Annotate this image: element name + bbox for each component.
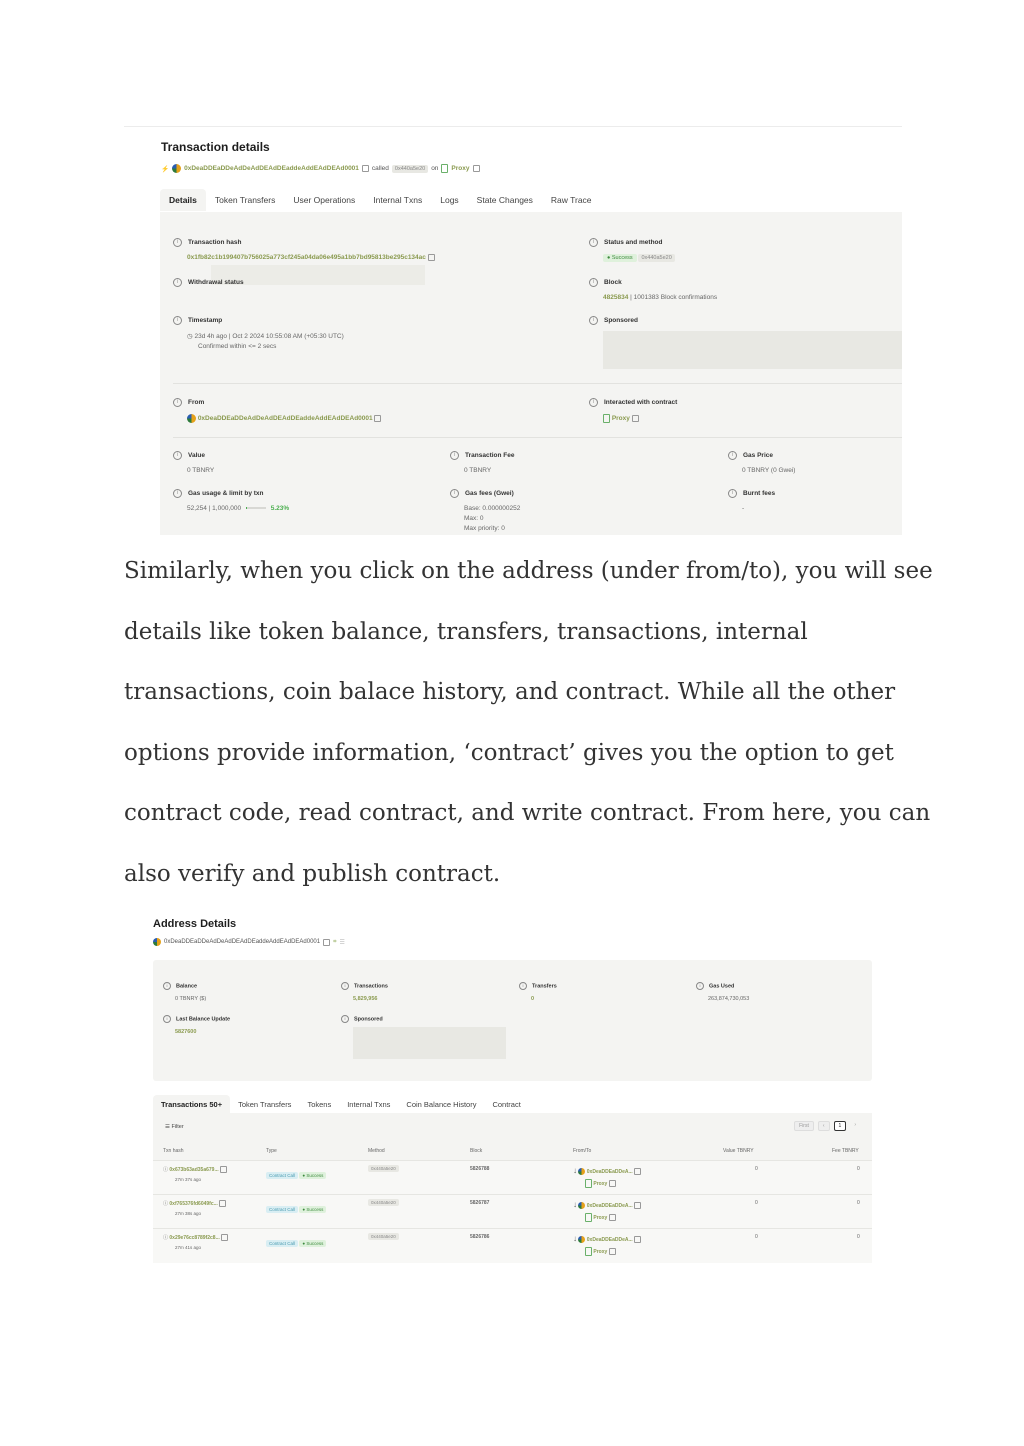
block-label: i Block [589,278,717,287]
method-pill: 0x440a5e20 [368,1165,399,1172]
address-sponsored-box [353,1027,506,1059]
tab-raw-trace[interactable]: Raw Trace [550,195,592,205]
tab-details[interactable]: Details [160,189,206,211]
type-badge: Contract Call [266,1172,298,1179]
column-header: Block [470,1148,483,1154]
timestamp-field [173,316,344,350]
gasusage-field [173,489,289,512]
on-text: on [431,165,439,172]
qr-icon[interactable]: ⌗ [333,938,337,945]
tab-transactions[interactable]: Transactions 50+ [153,1095,230,1114]
fee-value: 0 TBNRY [464,467,492,474]
transactions-value[interactable]: 5,829,956 [353,996,378,1002]
status-text: Success [306,1241,324,1246]
tab-tokens[interactable]: Tokens [307,1100,332,1109]
first-page-button[interactable]: First [794,1121,814,1131]
gasprice-label: i Gas Price [728,451,795,460]
gasprice-field [728,451,795,474]
gasusage-pct: 5.23% [270,505,290,512]
value-cell: 0 [755,1166,758,1172]
status-text: Success [611,255,633,261]
contract-icon [603,414,610,423]
sponsored-box [603,331,902,369]
block-link[interactable]: 5826787 [470,1200,490,1206]
column-header: Value TBNRY [723,1148,754,1154]
fee-field [450,451,515,474]
pagination [794,1121,860,1131]
column-header: Fee TBNRY [832,1148,859,1154]
gasusage-value: 52,254 | 1,000,000 [187,505,242,512]
details-panel [160,212,902,535]
tab-internal-txns[interactable]: Internal Txns [347,1100,391,1109]
to-link[interactable]: Proxy [593,1248,608,1255]
contract-icon [585,1213,592,1222]
burnt-value: - [742,505,745,512]
current-page: 1 [834,1121,847,1131]
column-header: Type [266,1148,277,1154]
status-text: Success [306,1173,324,1178]
address-summary [153,938,345,946]
status-badge: ● Success [299,1172,326,1179]
to-link[interactable]: Proxy [593,1214,608,1221]
table-row[interactable] [153,1160,872,1195]
type-badge: Contract Call [266,1240,298,1247]
address-sponsored-field [341,1015,383,1023]
arrow-down-icon: ↓ [573,1166,577,1175]
fee-cell: 0 [857,1166,860,1172]
from-label: i From [173,398,381,407]
block-link[interactable]: 5826788 [470,1166,490,1172]
status-text: Success [306,1207,324,1212]
address-avatar-icon [578,1236,585,1243]
arrow-down-icon: ↓ [573,1234,577,1243]
copy-icon[interactable] [473,165,480,172]
value-field [173,451,214,474]
column-header: From/To [573,1148,592,1154]
gasfees-field [450,489,520,532]
block-field [589,278,717,301]
transactions-field [341,982,388,1002]
table-row[interactable] [153,1194,872,1229]
status-label: i Status and method [589,238,675,247]
tab-state-changes[interactable]: State Changes [476,195,533,205]
filter-label: Filter [171,1124,184,1130]
clock-icon: ◷ [187,333,193,340]
lastbalance-value[interactable]: 5827600 [175,1029,197,1035]
address-sponsored-label: i Sponsored [341,1015,383,1023]
gasfees-max: Max: 0 [464,515,484,522]
filter-button[interactable] [165,1124,184,1130]
copy-icon[interactable] [428,254,435,261]
column-header: Method [368,1148,385,1154]
copy-icon[interactable] [221,1234,228,1241]
called-text: called [371,165,389,172]
fee-cell: 0 [857,1234,860,1240]
transfers-label: i Transfers [519,982,557,990]
to-link[interactable]: Proxy [593,1180,608,1187]
copy-icon[interactable] [632,415,639,422]
gasusage-label: i Gas usage & limit by txn [173,489,289,498]
gasprice-value: 0 TBNRY (0 Gwei) [742,467,796,474]
body-paragraph [124,541,933,905]
paragraph-line: contract code, read contract, and write contract. From here, you can [124,800,931,827]
txn-hash-link[interactable]: 0xf765376fd6049fc... [169,1201,218,1207]
arrow-down-icon: ↓ [573,1200,577,1209]
from-link[interactable]: 0xDeaDDEaDDeA... [586,1237,633,1243]
proxy-link[interactable]: Proxy [451,165,470,172]
burnt-field [728,489,775,512]
info-icon: ⓘ [163,1167,169,1173]
value-value: 0 TBNRY [187,467,215,474]
from-field [173,398,381,423]
address-avatar-icon [578,1168,585,1175]
txn-hash-link[interactable]: 0x29e76cc8789f2c8... [169,1235,220,1241]
gasused-field [696,982,749,1002]
gasused-value: 263,874,730,053 [708,996,750,1002]
status-field [589,238,675,261]
address-value: 0xDeaDDEaDDeAdDeAdDEAdDEaddeAddEAdDEAd0001 [164,939,321,945]
address-details-screenshot [153,914,872,1264]
tab-token-transfers[interactable]: Token Transfers [238,1100,292,1109]
copy-icon[interactable] [634,1236,641,1243]
from-link[interactable]: 0xDeaDDEaDDeA... [586,1203,633,1209]
address-avatar-icon [187,414,196,423]
tab-internal-txns[interactable]: Internal Txns [373,195,423,205]
gasfees-base: Base: 0.000000252 [464,505,521,512]
address-title: Address Details [153,918,237,930]
filter-icon: ☰ [165,1124,170,1130]
withdrawal-label: i Withdrawal status [173,278,244,287]
method-pill: 0x440a5e20 [368,1199,399,1206]
copy-icon[interactable] [609,1214,616,1221]
hash-label: i Transaction hash [173,238,435,247]
gasfees-maxprio: Max priority: 0 [464,525,505,532]
balance-value: 0 TBNRY ($) [175,996,207,1002]
gasused-label: i Gas Used [696,982,749,990]
address-stats-panel [153,960,872,1081]
from-address-link[interactable]: 0xDeaDDEaDDeAdDeAdDEAdDEaddeAddEAdDEAd0001 [184,165,359,172]
tab-coin-balance-history[interactable]: Coin Balance History [406,1100,477,1109]
contract-icon [585,1247,592,1256]
address-avatar-icon [578,1202,585,1209]
status-badge: ● Success [299,1240,326,1247]
contract-icon [585,1179,592,1188]
tab-user-operations[interactable]: User Operations [293,195,356,205]
address-avatar-icon [153,938,161,946]
status-method-pill: 0x440a5e20 [638,254,674,262]
gasusage-bar-fill [246,507,247,509]
burnt-label: i Burnt fees [728,489,775,498]
tab-contract[interactable]: Contract [492,1100,521,1109]
copy-icon[interactable] [219,1200,226,1207]
status-badge: ● Success [299,1206,326,1213]
value-cell: 0 [755,1234,758,1240]
address-tabs [153,1095,529,1114]
copy-icon[interactable] [634,1202,641,1209]
block-confirmations: | 1001383 Block confirmations [630,294,718,301]
contract-icon [441,164,448,173]
interacted-field [589,398,677,423]
transaction-tabs [160,189,601,211]
copy-icon[interactable] [634,1168,641,1175]
info-icon: ⓘ [163,1201,169,1207]
transactions-panel [153,1113,872,1262]
lastbalance-label: i Last Balance Update [163,1015,230,1023]
timestamp-value: 23d 4h ago | Oct 2 2024 10:55:08 AM (+05:30 UTC) [194,333,344,340]
withdrawal-field [173,278,244,287]
address-avatar-icon [172,164,181,173]
timestamp-label: i Timestamp [173,316,344,325]
block-link[interactable]: 4825834 [603,294,629,301]
value-cell: 0 [755,1200,758,1206]
copy-icon[interactable] [362,165,369,172]
column-header: Txn hash [163,1148,184,1154]
page-title: Transaction details [161,140,270,154]
paragraph-line: options provide information, ‘contract’ gives you the option to get [124,739,894,766]
balance-label: i Balance [163,982,206,990]
tab-token-transfers[interactable]: Token Transfers [214,195,276,205]
paragraph-line: details like token balance, transfers, transactions, internal [124,618,808,645]
txn-hash-link[interactable]: 0x673b63ad35a679... [169,1167,219,1173]
interacted-label: i Interacted with contract [589,398,677,407]
value-label: i Value [173,451,214,460]
sponsored-label: i Sponsored [589,316,638,325]
transfers-field [519,982,557,1002]
hash-field [173,238,435,261]
transaction-summary [161,164,480,173]
section-divider [173,383,902,384]
from-value[interactable]: 0xDeaDDEaDDeAdDeAdDEAdDEaddeAddEAdDEAd0001 [197,415,373,423]
prev-page-button[interactable]: ‹ [818,1121,830,1131]
timestamp-confirmed: Confirmed within <= 2 secs [198,343,277,350]
interacted-value[interactable]: Proxy [611,415,630,423]
method-pill: 0x440a5e20 [368,1233,399,1240]
transactions-label: i Transactions [341,982,388,990]
txn-age: 27m 37s ago [175,1177,202,1182]
paragraph-line: Similarly, when you click on the address (under from/to), you will see [124,558,933,584]
copy-icon[interactable] [609,1180,616,1187]
info-icon: ⓘ [163,1235,169,1241]
method-pill: 0x440a5e20 [392,165,428,173]
copy-icon[interactable] [220,1166,227,1173]
copy-icon[interactable] [374,415,381,422]
transaction-details-screenshot [124,127,902,535]
status-badge: ● Success [603,254,637,262]
fee-label: i Transaction Fee [450,451,515,460]
hash-value[interactable]: 0x1fb82c1b199407b756025a773cf245a04da06e495a1bb7bd95813be295c134ac [187,254,426,262]
paragraph-line: also verify and publish contract. [124,860,501,887]
txn-age: 27m 38s ago [175,1211,202,1216]
paragraph-line: transactions, coin balace history, and contract. While all the other [124,679,896,706]
menu-icon[interactable]: ☰ [339,939,345,946]
type-badge: Contract Call [266,1206,298,1213]
copy-icon[interactable] [609,1248,616,1255]
lastbalance-field [163,1015,230,1035]
copy-icon[interactable] [323,939,330,946]
next-page-button[interactable]: › [854,1122,856,1128]
balance-field [163,982,206,1002]
table-row[interactable] [153,1228,872,1263]
gasusage-bar [246,507,266,509]
txn-age: 27m 41s ago [175,1245,202,1250]
tab-logs[interactable]: Logs [440,195,459,205]
sponsored-field [589,316,638,325]
from-link[interactable]: 0xDeaDDEaDDeA... [586,1169,633,1175]
transfers-value[interactable]: 0 [531,996,535,1002]
block-link[interactable]: 5826786 [470,1234,490,1240]
gasfees-label: i Gas fees (Gwei) [450,489,520,498]
lightning-icon: ⚡ [161,165,170,173]
section-divider [173,437,902,438]
fee-cell: 0 [857,1200,860,1206]
